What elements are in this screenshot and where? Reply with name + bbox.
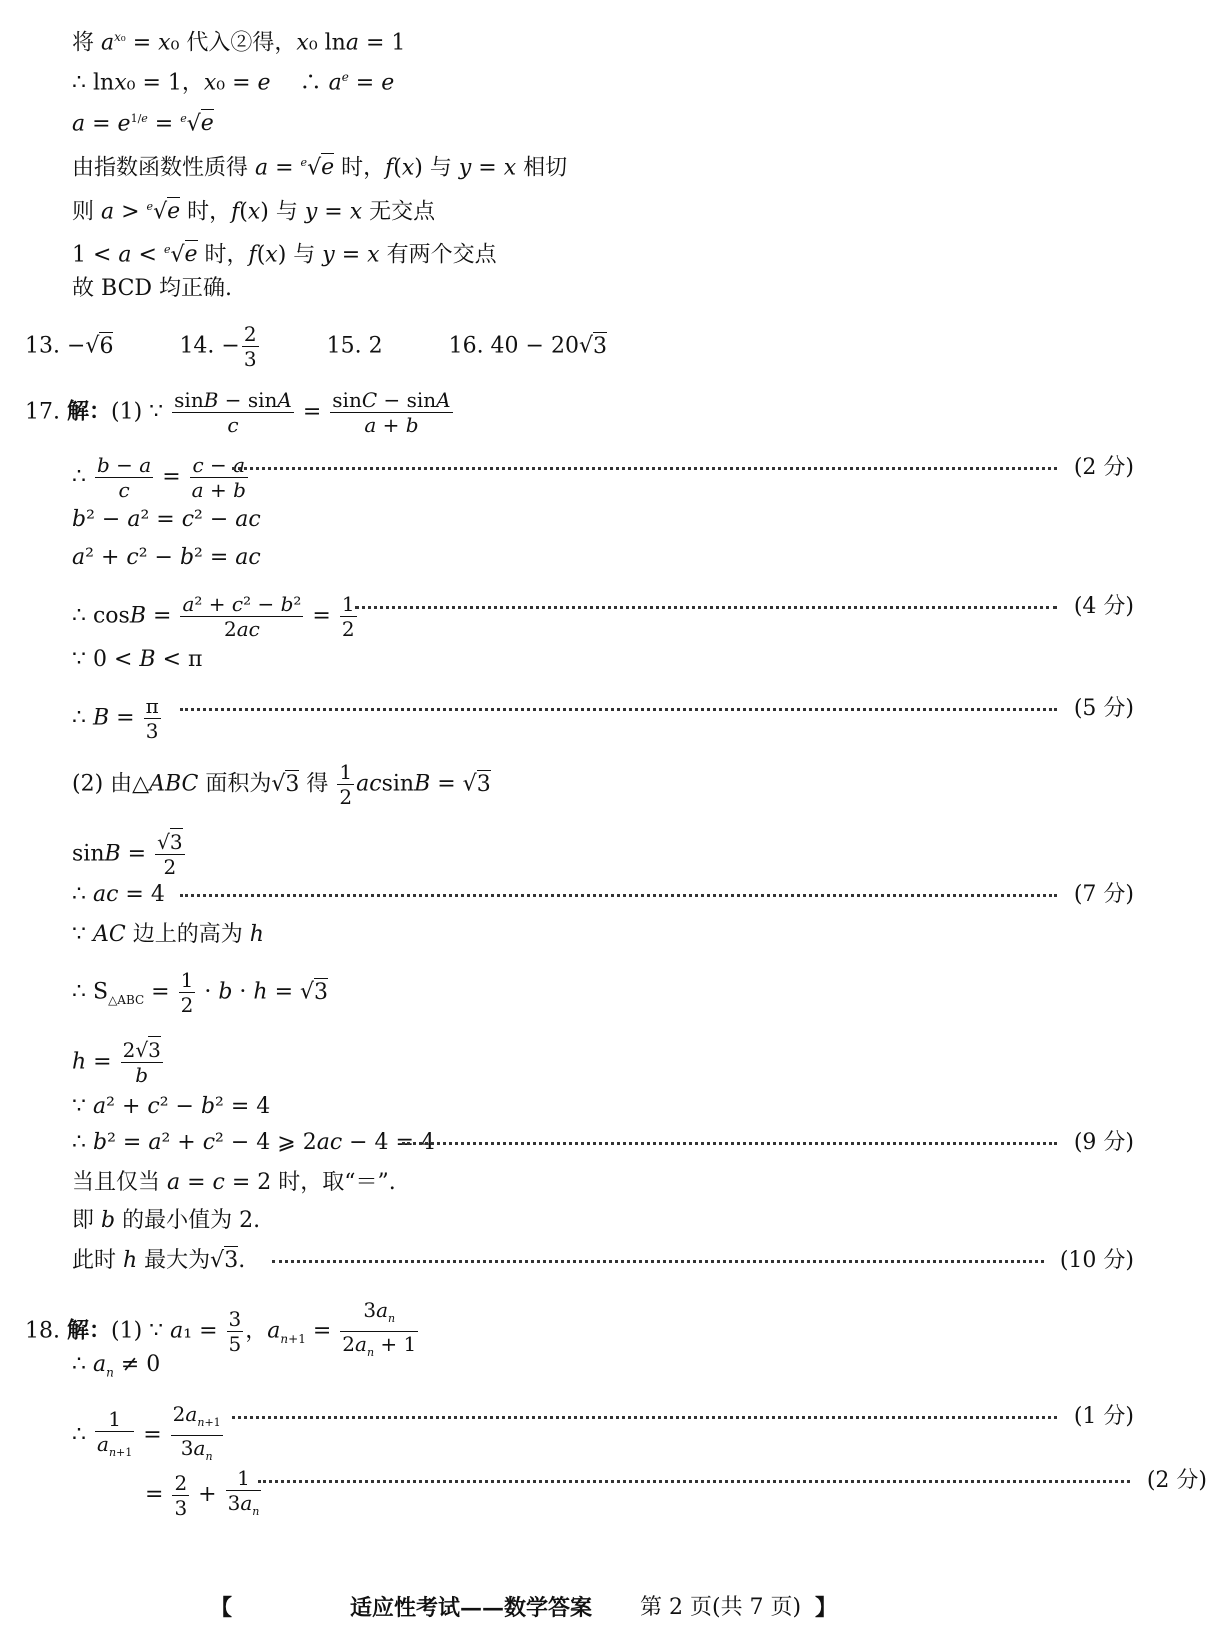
question-17-heading: 17. 解：(1) ∵ $\frac{\sin B - \sin A}{c}$ = $\frac{\sin C - \sin A}{a + b}$ — [25, 388, 451, 437]
score-label: (7 分) — [1073, 882, 1134, 907]
score-label: (5 分) — [1073, 696, 1134, 721]
dot-leader — [258, 1480, 1130, 1483]
solution-line: a² + c² − b² = ac — [72, 545, 261, 570]
score-label: (2 分) — [1073, 455, 1134, 480]
solution-line: ∵ AC 边上的高为 h — [72, 922, 264, 947]
question-18-heading: 18. 解：(1) ∵ a₁ = $\frac{3}{5}$ ，$a_{n+1}$ = $\frac{3a_n}{2a_n + 1}$ — [25, 1298, 417, 1359]
solution-line: = $\frac{2}{3}$ + $\frac{1}{3a_n}$ (2 分) — [145, 1466, 1207, 1520]
solution-line: ∵ 0 < B < π — [72, 647, 203, 672]
footer-page-number: 第 2 页(共 7 页) — [640, 1595, 802, 1620]
dot-leader — [355, 606, 1057, 609]
dot-leader — [180, 708, 1057, 711]
solution-line: 故 BCD 均正确. — [72, 276, 233, 301]
solution-line: ∴ cosB = $\frac{\text{a² + c² − b²}}{2ac}$ = $\frac{1}{2}$ (4 分) — [72, 592, 1134, 641]
dot-leader — [232, 467, 1057, 470]
solution-line: ∴ $\frac{b - a}{c}$ = $\frac{c - a}{a + b}$ (2 分) — [72, 453, 1134, 502]
footer-title: 适应性考试——数学答案 — [350, 1595, 593, 1621]
solution-line: 即 b 的最小值为 2. — [72, 1208, 261, 1233]
solution-line: h = $\frac{2√3}{b}$ — [72, 1038, 161, 1087]
solution-line: ∴ ac = 4 (7 分) — [0, 880, 1152, 910]
dot-leader — [232, 1416, 1057, 1419]
solution-line: $a = e^{1/e} = ^e√e$ — [72, 111, 214, 137]
solution-line: 此时 h 最大为√3. (10 分) — [0, 1246, 1152, 1276]
dot-leader — [272, 1260, 1044, 1263]
solution-line: ∴ B = $\frac{\pi}{3}$ (5 分) — [72, 694, 1134, 743]
solution-line: b² − a² = c² − ac — [72, 507, 261, 532]
score-label: (10 分) — [1059, 1248, 1134, 1273]
solution-line: 当且仅当 a = c = 2 时，取“＝”. — [72, 1170, 396, 1195]
solution-line: 将 $a^{x_0} = x_0$ 代入②得，x₀ lna = 1 — [72, 30, 406, 56]
footer-bracket-right: 】 — [815, 1595, 838, 1621]
solution-line: sinB = $\frac{√3}{2}$ — [72, 830, 183, 879]
score-label: (9 分) — [1073, 1130, 1134, 1155]
solution-line: ∴ b² = a² + c² − 4 ⩾ 2ac − 4 = 4 (9 分) — [0, 1128, 1152, 1158]
solution-line: ∴ $\frac{1}{a_{n+1}}$ = $\frac{2a_{n+1}}{3a_n}$ (1 分) — [72, 1402, 1134, 1463]
solution-line: ∵ a² + c² − b² = 4 — [72, 1094, 271, 1119]
solution-line: (2) 由△ABC 面积为√3 得 $\frac{1}{2}$ acsinB = √3 — [72, 760, 491, 809]
footer-bracket-left: 【 — [210, 1595, 233, 1621]
solution-line: ∴ $a_n \ne 0$ — [72, 1352, 161, 1380]
score-label: (1 分) — [1073, 1404, 1134, 1429]
solution-line: 1 < a < $^e$√e 时，f(x) 与 y = x 有两个交点 — [72, 242, 497, 268]
solution-line: 则 a > $^e$√e 时，f(x) 与 y = x 无交点 — [72, 199, 436, 225]
solution-line: ∴ lnx₀ = 1，x₀ = e ∴ $a^e = e$ — [72, 70, 395, 96]
answers-13-16: 13. −√6 14. − $\frac{2}{3}$ 15. 2 16. 40 − 20√3 — [25, 322, 607, 371]
dot-leader — [180, 894, 1057, 897]
dot-leader — [402, 1142, 1057, 1145]
score-label: (2 分) — [1146, 1468, 1207, 1493]
score-label: (4 分) — [1073, 594, 1134, 619]
solution-line: 由指数函数性质得 a = $^e$√e 时，f(x) 与 y = x 相切 — [72, 155, 568, 181]
solution-line: ∴ $S_{\triangle ABC}$ = $\frac{1}{2}$ · b · h = √3 — [72, 968, 329, 1017]
